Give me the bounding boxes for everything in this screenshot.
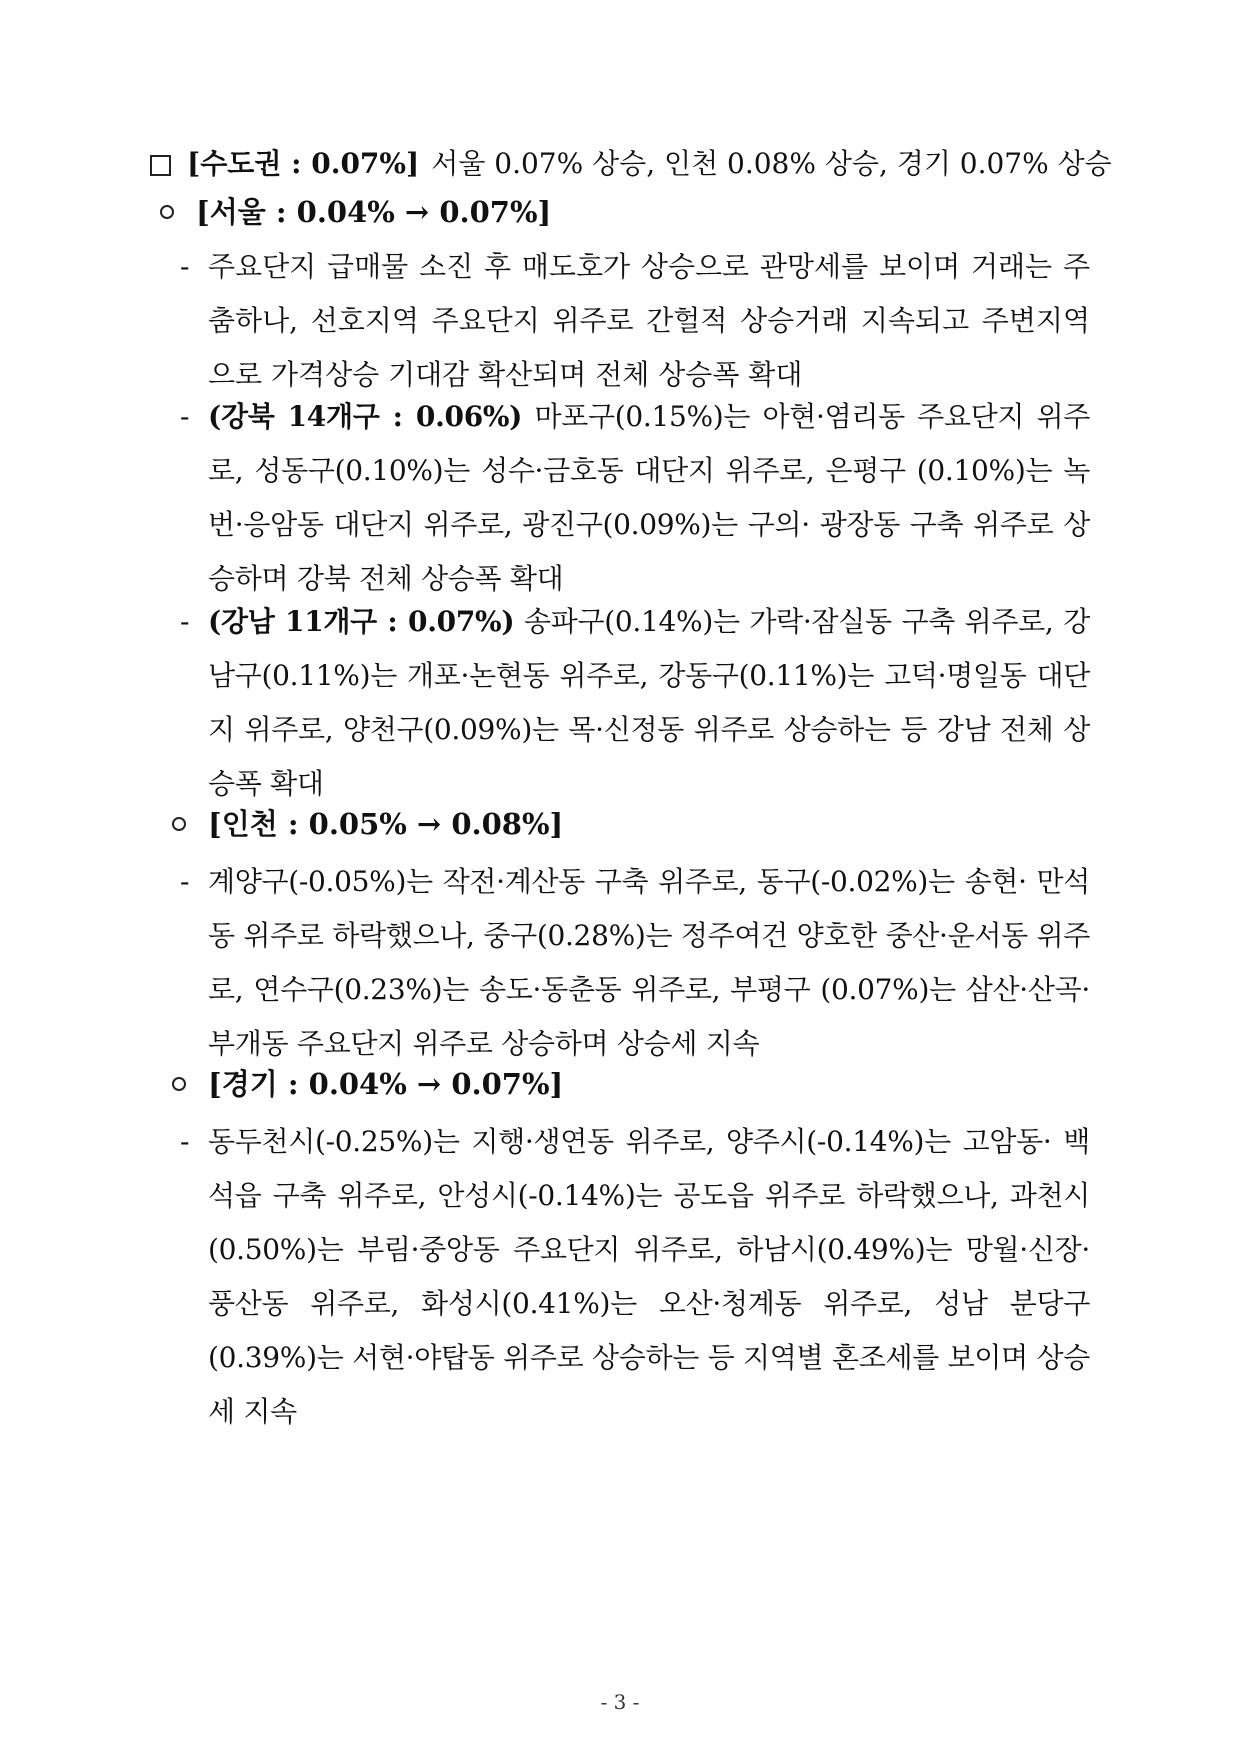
section-heading-seoul bbox=[160, 190, 551, 234]
paragraph-text: 주요단지 급매물 소진 후 매도호가 상승으로 관망세를 보이며 거래는 주춤하나, 선호지역 주요단지 위주로 간헐적 상승거래 지속되고 주변지역으로 가격상승 기대감 확산되며 전체 상승폭 확대 bbox=[208, 250, 1090, 391]
headline-label: [수도권 : 0.07%] bbox=[187, 147, 420, 180]
dash-marker: - bbox=[180, 865, 190, 898]
checkbox-icon bbox=[150, 155, 171, 176]
paragraph-seoul-overview bbox=[180, 240, 1090, 402]
paragraph-text: 송파구(0.14%)는 가락·잠실동 구축 위주로, 강남구(0.11%)는 개포·논현동 위주로, 강동구(0.11%)는 고덕·명일동 대단지 위주로, 양천구(0.09%)는 목·신정동 위주로 상승하는 등 강남 전체 상승폭 확대 bbox=[208, 605, 1090, 800]
paragraph-gangnam bbox=[180, 595, 1090, 811]
section-title: [경기 : 0.04% → 0.07%] bbox=[208, 1067, 564, 1101]
bullet-circle-icon bbox=[172, 817, 186, 831]
bullet-circle-icon bbox=[172, 1077, 186, 1091]
paragraph-gangbuk bbox=[180, 390, 1090, 606]
dash-marker: - bbox=[180, 1125, 190, 1158]
section-title: [인천 : 0.05% → 0.08%] bbox=[208, 807, 564, 841]
paragraph-incheon bbox=[180, 855, 1090, 1071]
bullet-circle-icon bbox=[160, 205, 174, 219]
headline-text: 서울 0.07% 상승, 인천 0.08% 상승, 경기 0.07% 상승 bbox=[431, 147, 1112, 180]
paragraph-text: 마포구(0.15%)는 아현·염리동 주요단지 위주로, 성동구(0.10%)는 성수·금호동 대단지 위주로, 은평구 (0.10%)는 녹번·응암동 대단지 위주로, 광진구(0.09%)는 구의· 광장동 구축 위주로 상승하며 강북 전체 상승폭 확대 bbox=[208, 400, 1091, 595]
dash-marker: - bbox=[180, 250, 190, 283]
headline bbox=[150, 140, 1112, 188]
paragraph-text: 계양구(-0.05%)는 작전·계산동 구축 위주로, 동구(-0.02%)는 송현· 만석동 위주로 하락했으나, 중구(0.28%)는 정주여건 양호한 중산·운서동 위주로, 연수구(0.23%)는 송도·동춘동 위주로, 부평구 (0.07%)는 삼산·산곡·부개동 주요단지 위주로 상승하며 상승세 지속 bbox=[208, 865, 1090, 1060]
paragraph-body bbox=[208, 595, 1090, 811]
paragraph-label: (강남 11개구 : 0.07%) bbox=[208, 605, 515, 638]
dash-marker: - bbox=[180, 605, 190, 638]
paragraph-text: 동두천시(-0.25%)는 지행·생연동 위주로, 양주시(-0.14%)는 고암동· 백석읍 구축 위주로, 안성시(-0.14%)는 공도읍 위주로 하락했으나, 과천시(0.50%)는 부림·중앙동 주요단지 위주로, 하남시(0.49%)는 망월·신장·풍산동 위주로, 화성시(0.41%)는 오산·청계동 위주로, 성남 분당구(0.39%)는 서현·야탑동 위주로 상승하는 등 지역별 혼조세를 보이며 상승세 지속 bbox=[208, 1125, 1090, 1428]
section-heading-gyeonggi bbox=[172, 1062, 563, 1106]
paragraph-label: (강북 14개구 : 0.06%) bbox=[208, 400, 523, 433]
paragraph-gyeonggi bbox=[180, 1115, 1090, 1439]
paragraph-body bbox=[208, 390, 1090, 606]
section-heading-incheon bbox=[172, 802, 563, 846]
dash-marker: - bbox=[180, 400, 190, 433]
page-number: - 3 - bbox=[600, 1690, 640, 1714]
section-title: [서울 : 0.04% → 0.07%] bbox=[196, 195, 552, 229]
